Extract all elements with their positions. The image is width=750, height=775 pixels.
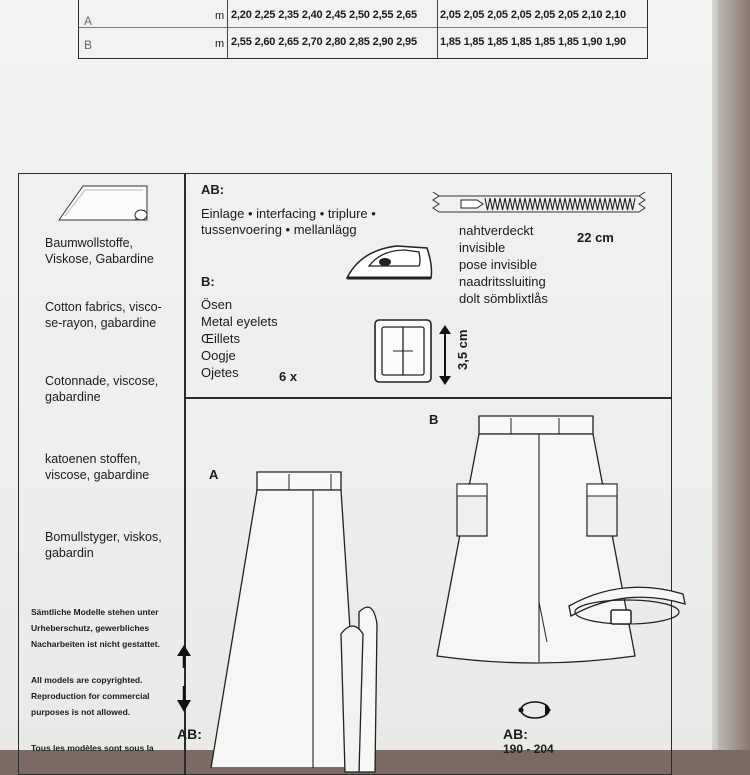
view-a-label: A (209, 467, 219, 482)
row-divider (184, 397, 671, 399)
table-cell: 2,05 (534, 9, 556, 21)
table-cell: 2,95 (396, 36, 417, 48)
text-line: Ösen (201, 297, 233, 312)
values-group-a (231, 9, 420, 21)
table-cell: 2,45 (325, 9, 347, 21)
table-cell: 2,50 (349, 9, 370, 21)
ab-notions-title: AB: (201, 182, 225, 197)
table-cell: 2,20 (231, 9, 252, 21)
view-label: B (84, 38, 93, 52)
table-cell: 2,65 (396, 9, 417, 21)
buckle-icon (373, 318, 435, 386)
table-cell: 2,70 (301, 36, 323, 48)
table-cell: 1,85 (463, 36, 485, 48)
values-group-b (440, 9, 629, 21)
fabric-sv: Bomullstyger, viskos, gabardin (45, 530, 162, 560)
zipper-length: 22 cm (577, 230, 614, 245)
text-line: naadritssluiting (459, 274, 546, 289)
table-cell: 1,90 (581, 36, 603, 48)
table-cell: 1,85 (510, 36, 532, 48)
table-cell: 2,85 (349, 36, 370, 48)
eyelet-list (201, 296, 278, 381)
table-cell: 2,35 (278, 9, 299, 21)
text-line: dolt sömblixtlås (459, 291, 548, 306)
ab-notions-line2: tussenvoering • mellanlägg (201, 222, 357, 237)
text-line: Oogje (201, 348, 236, 363)
zipper-text (459, 222, 548, 307)
copyright-de: Sämtliche Modelle stehen unter Urheberschutz, gewerbliches Nacharbeiten ist nicht gestattet. (31, 607, 160, 649)
table-cell: 2,05 (440, 9, 461, 21)
buckle-belt-illustration (563, 582, 689, 628)
b-notions-title: B: (201, 274, 215, 289)
table-cell: 2,05 (510, 9, 532, 21)
table-cell: 2,60 (254, 36, 276, 48)
table-cell: 1,85 (558, 36, 579, 48)
table-divider (437, 0, 438, 58)
ab-notions-line1: Einlage • interfacing • triplure • (201, 206, 376, 221)
text-line: Ojetes (201, 365, 239, 380)
table-cell: 2,55 (372, 9, 394, 21)
height-arrow-icon (437, 324, 453, 386)
text-line: invisible (459, 240, 506, 255)
fabrics-notions-box (18, 173, 672, 775)
size-range: 190 - 204 (503, 742, 554, 756)
table-cell: 2,05 (463, 9, 485, 21)
table-divider (227, 0, 228, 58)
table-row (79, 27, 647, 58)
fabric-en: Cotton fabrics, visco-se-rayon, gabardine (45, 300, 162, 330)
view-label: A (84, 14, 93, 28)
values-group-b (440, 36, 629, 48)
table-cell: 2,10 (605, 9, 626, 21)
copyright-en: All models are copyrighted. Reproduction for commercial purposes is not allowed. (31, 675, 150, 717)
table-cell: 1,85 (440, 36, 461, 48)
view-b-label: B (429, 412, 439, 427)
values-group-a (231, 36, 420, 48)
buckle-size: 3,5 cm (455, 329, 470, 370)
fabric-fr: Cotonnade, viscose, gabardine (45, 374, 159, 404)
table-cell: 2,80 (325, 36, 347, 48)
table-cell: 2,25 (254, 9, 276, 21)
table-cell: 2,10 (581, 9, 603, 21)
table-row (79, 0, 647, 28)
length-arrow-icon (175, 644, 193, 714)
ab-size-label-right: AB: (503, 726, 528, 742)
table-cell: 2,05 (558, 9, 579, 21)
invisible-zipper-icon (431, 188, 647, 220)
fabric-de: Baumwollstoffe, Viskose, Gabardine (45, 236, 154, 266)
table-cell: 2,40 (301, 9, 323, 21)
text-line: nahtverdeckt (459, 223, 534, 238)
unit-label: m (215, 38, 225, 50)
table-cell: 2,65 (278, 36, 299, 48)
table-cell: 2,55 (231, 36, 252, 48)
table-cell: 1,90 (605, 36, 626, 48)
yardage-table (78, 0, 648, 59)
copyright-fr: Tous les modèles sont sous la (31, 743, 154, 753)
text-line: Metal eyelets (201, 314, 278, 329)
text-line: Œillets (201, 331, 241, 346)
eyelet-count: 6 x (279, 369, 298, 384)
ab-size-label-left: AB: (177, 726, 202, 742)
text-line: pose invisible (459, 257, 538, 272)
tie-belt-illustration (319, 604, 389, 774)
table-cell: 2,05 (487, 9, 508, 21)
table-cell: 1,85 (534, 36, 556, 48)
circumference-icon (515, 698, 555, 722)
iron-icon (341, 236, 441, 284)
unit-label: m (215, 10, 225, 22)
table-cell: 1,85 (487, 36, 508, 48)
skirt-b-illustration (431, 412, 641, 670)
table-cell: 2,90 (372, 36, 394, 48)
fabric-nl: katoenen stoffen, viscose, gabardine (45, 452, 150, 482)
fabric-roll-icon (55, 180, 151, 226)
